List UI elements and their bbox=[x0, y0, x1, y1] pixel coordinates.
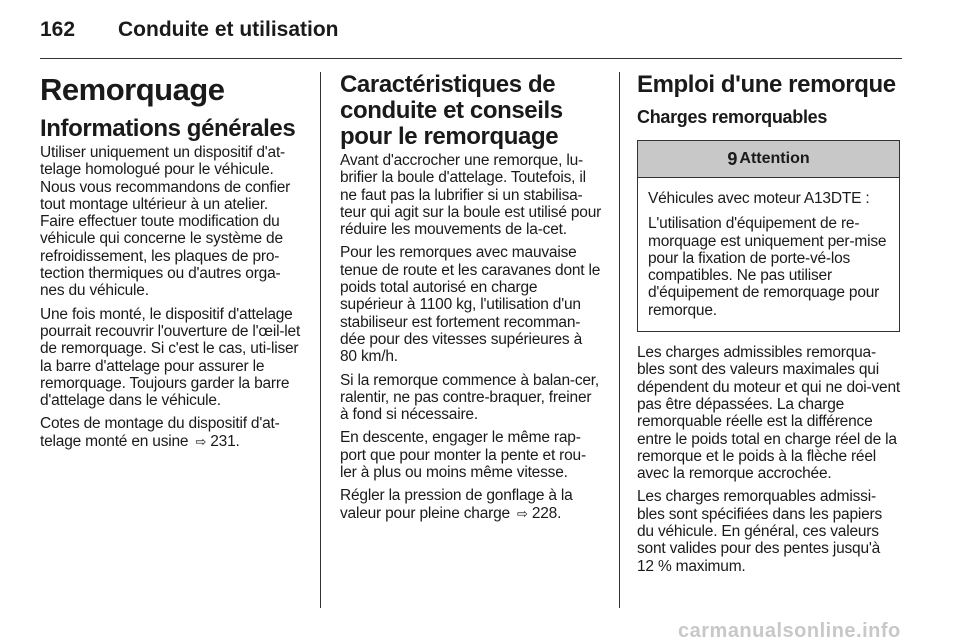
paragraph: Avant d'accrocher une remorque, lu-brifier la boule d'attelage. Toutefois, il ne faut pas la lubrifier si un stabilisa-teur qui agit sur la boule est utilisé pour réduire les mouvements de la-cet. bbox=[340, 152, 602, 239]
paragraph: Utiliser uniquement un dispositif d'at-telage homologué pour le véhicule. Nous vous recommandons de confier tout montage ultérieur à un atelier. Faire effectuer toute modification du véhicule qui concerne le système de refroidissement, les plaques de pro-tection thermiques ou d'autres orga-nes du véhicule. bbox=[40, 144, 291, 300]
warning-title: Attention bbox=[739, 150, 810, 167]
paragraph bbox=[340, 487, 602, 522]
section-title: Remorquage bbox=[40, 72, 225, 107]
warning-box bbox=[637, 140, 900, 332]
paragraph: Les charges remorquables admissi-bles sont spécifiées dans les papiers du véhicule. En général, ces valeurs sont valides pour des pentes jusqu'à 12 % maximum. bbox=[637, 488, 883, 575]
paragraph: Une fois monté, le dispositif d'attelage pourrait recouvrir l'ouverture de l'œil-let de remorquage. Si c'est le cas, uti-liser la barre d'attelage pour assurer le remorquage. Toujours garder la barre d'attelage dans le véhicule. bbox=[40, 305, 301, 410]
paragraph: Si la remorque commence à balan-cer, ralentir, ne pas contre-braquer, freiner à fond si nécessaire. bbox=[340, 371, 600, 424]
column-divider-1 bbox=[320, 72, 321, 608]
warning-text: Véhicules avec moteur A13DTE : bbox=[648, 190, 870, 207]
column-trailer-use bbox=[637, 72, 900, 581]
paragraph: Pour les remorques avec mauvaise tenue de route et les caravanes dont le poids total autorisé en charge supérieur à 1100 kg, l'utilisation d'un stabiliseur est fortement recomman-dée pour des vitesses supérieures à 80 km/h. bbox=[340, 244, 601, 366]
warning-body bbox=[638, 178, 899, 331]
paragraph: Les charges admissibles remorqua-bles sont des valeurs maximales qui dépendent du moteur et qui ne doi-vent pas être dépassées. La charge remorquable réelle est la différence entre le poids total en charge réel de la remorque et le poids à la flèche réel avec la remorque accrochée. bbox=[637, 344, 900, 483]
page-header bbox=[40, 18, 902, 58]
chapter-title: Conduite et utilisation bbox=[118, 18, 339, 41]
paragraph bbox=[40, 415, 302, 450]
section-subtitle: Charges remorquables bbox=[637, 107, 828, 127]
column-driving-tips bbox=[340, 72, 602, 528]
section-title: Caractéristiques de conduite et conseils pour le remorquage bbox=[340, 71, 563, 150]
section-title: Emploi d'une remorque bbox=[637, 71, 896, 98]
header-divider bbox=[40, 58, 902, 59]
arrow-right-outline-icon: ⇨ bbox=[195, 433, 207, 449]
warning-text: L'utilisation d'équipement de re-morquage est uniquement per-mise pour la fixation de porte-vé-los compatibles. Ne pas utiliser d'équipement de remorquage pour remorque. bbox=[648, 215, 887, 319]
column-divider-2 bbox=[619, 72, 620, 608]
watermark: carmanualsonline.info bbox=[678, 620, 901, 642]
paragraph-text: Cotes de montage du dispositif d'at-telage monté en usine bbox=[40, 415, 280, 450]
page-reference[interactable]: 228. bbox=[531, 504, 562, 522]
warning-triangle-icon: 9 bbox=[727, 148, 738, 169]
warning-header bbox=[638, 141, 899, 178]
page-reference[interactable]: 231. bbox=[210, 432, 240, 450]
arrow-right-outline-icon: ⇨ bbox=[517, 505, 528, 521]
paragraph-text: Régler la pression de gonflage à la valeur pour pleine charge bbox=[340, 487, 573, 522]
page-number: 162 bbox=[40, 18, 76, 41]
column-towing bbox=[40, 72, 302, 456]
section-subtitle: Informations générales bbox=[40, 115, 296, 142]
paragraph: En descente, engager le même rap-port que pour monter la pente et rou-ler à plus ou moins même vitesse. bbox=[340, 429, 586, 482]
